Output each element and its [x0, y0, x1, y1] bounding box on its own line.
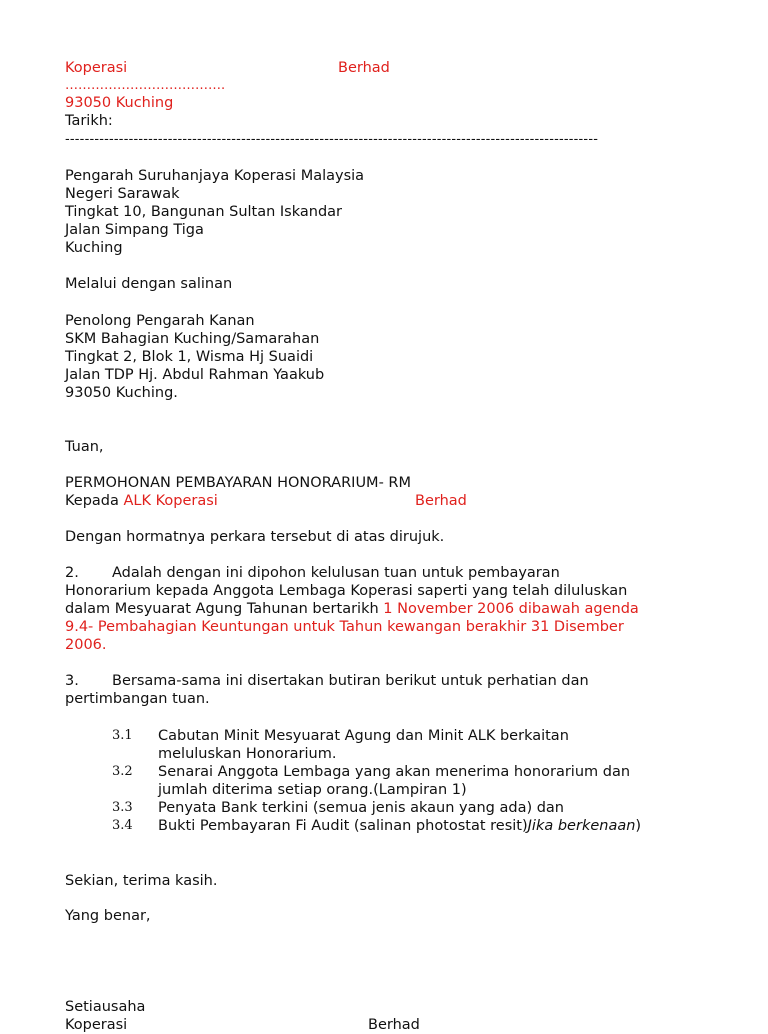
list-item-number: 3.3	[112, 800, 133, 815]
list-item-text	[158, 817, 641, 835]
list-item-number: 3.2	[112, 764, 133, 779]
subject-line: PERMOHONAN PEMBAYARAN HONORARIUM- RM	[65, 475, 411, 491]
recipient-line-4: Jalan Simpang Tiga	[65, 222, 204, 238]
header-berhad: Berhad	[338, 60, 390, 76]
copy-recipient-line-1: Penolong Pengarah Kanan	[65, 313, 255, 329]
paragraph-3-text-1: Bersama-sama ini disertakan butiran berikut untuk perhatian dan	[112, 673, 589, 689]
recipient-line-1: Pengarah Suruhanjaya Koperasi Malaysia	[65, 168, 365, 184]
list-item-text-italic: Jika berkenaan	[527, 818, 636, 834]
date-label: Tarikh:	[65, 113, 113, 129]
header-postcode: 93050 Kuching	[65, 95, 174, 111]
salutation: Tuan,	[65, 439, 104, 455]
list-item-number: 3.1	[112, 728, 133, 743]
paragraph-2-text-1: Adalah dengan ini dipohon kelulusan tuan untuk pembayaran	[112, 565, 560, 581]
subject-kepada: Kepada	[65, 493, 124, 509]
list-item-text: Cabutan Minit Mesyuarat Agung dan Minit ALK berkaitan	[158, 728, 569, 744]
copy-recipient-line-4: Jalan TDP Hj. Abdul Rahman Yaakub	[65, 367, 325, 383]
copy-recipient-line-3: Tingkat 2, Blok 1, Wisma Hj Suaidi	[65, 349, 314, 365]
list-item-text: meluluskan Honorarium.	[158, 746, 337, 762]
list-item-text-end: )	[635, 818, 642, 834]
copy-label: Melalui dengan salinan	[65, 276, 233, 292]
copy-recipient-line-5: 93050 Kuching.	[65, 385, 178, 401]
paragraph-2-line-3	[65, 600, 639, 618]
divider-line: -------------------------------------------------------------------------------------------------------------	[65, 132, 599, 147]
paragraph-2-date: 1 November 2006 dibawah agenda	[383, 601, 639, 617]
paragraph-2-line-4: 9.4- Pembahagian Keuntungan untuk Tahun kewangan berakhir 31 Disember	[65, 619, 624, 635]
paragraph-3-number: 3.	[65, 673, 79, 689]
paragraph-1: Dengan hormatnya perkara tersebut di atas dirujuk.	[65, 529, 445, 545]
subject-kepada-line	[65, 492, 218, 510]
signature-berhad: Berhad	[368, 1017, 420, 1033]
paragraph-3-line-1	[65, 672, 589, 690]
paragraph-2-number: 2.	[65, 565, 79, 581]
paragraph-2-line-5: 2006.	[65, 637, 107, 653]
yours-faithfully: Yang benar,	[65, 908, 151, 924]
signature-koperasi: Koperasi	[65, 1017, 128, 1033]
list-item-text: jumlah diterima setiap orang.(Lampiran 1)	[158, 782, 467, 798]
list-item-text: Senarai Anggota Lembaga yang akan menerima honorarium dan	[158, 764, 631, 780]
subject-berhad: Berhad	[415, 493, 467, 509]
recipient-line-5: Kuching	[65, 240, 123, 256]
paragraph-3-line-2: pertimbangan tuan.	[65, 691, 210, 707]
closing: Sekian, terima kasih.	[65, 873, 218, 889]
paragraph-2-text-3: dalam Mesyuarat Agung Tahunan bertarikh	[65, 601, 384, 617]
paragraph-2-line-2: Honorarium kepada Anggota Lembaga Koperasi saperti yang telah diluluskan	[65, 583, 628, 599]
list-item-text: Penyata Bank terkini (semua jenis akaun yang ada) dan	[158, 800, 564, 816]
recipient-line-2: Negeri Sarawak	[65, 186, 180, 202]
copy-recipient-line-2: SKM Bahagian Kuching/Samarahan	[65, 331, 320, 347]
subject-alk: ALK Koperasi	[123, 493, 218, 509]
header-address-dots: ……………………………….	[65, 78, 226, 93]
header-koperasi: Koperasi	[65, 60, 128, 76]
signature-title: Setiausaha	[65, 999, 146, 1015]
paragraph-2-line-1	[65, 564, 560, 582]
list-item-number: 3.4	[112, 818, 133, 833]
list-item-text-main: Bukti Pembayaran Fi Audit (salinan photostat resit)	[158, 818, 528, 834]
recipient-line-3: Tingkat 10, Bangunan Sultan Iskandar	[65, 204, 343, 220]
